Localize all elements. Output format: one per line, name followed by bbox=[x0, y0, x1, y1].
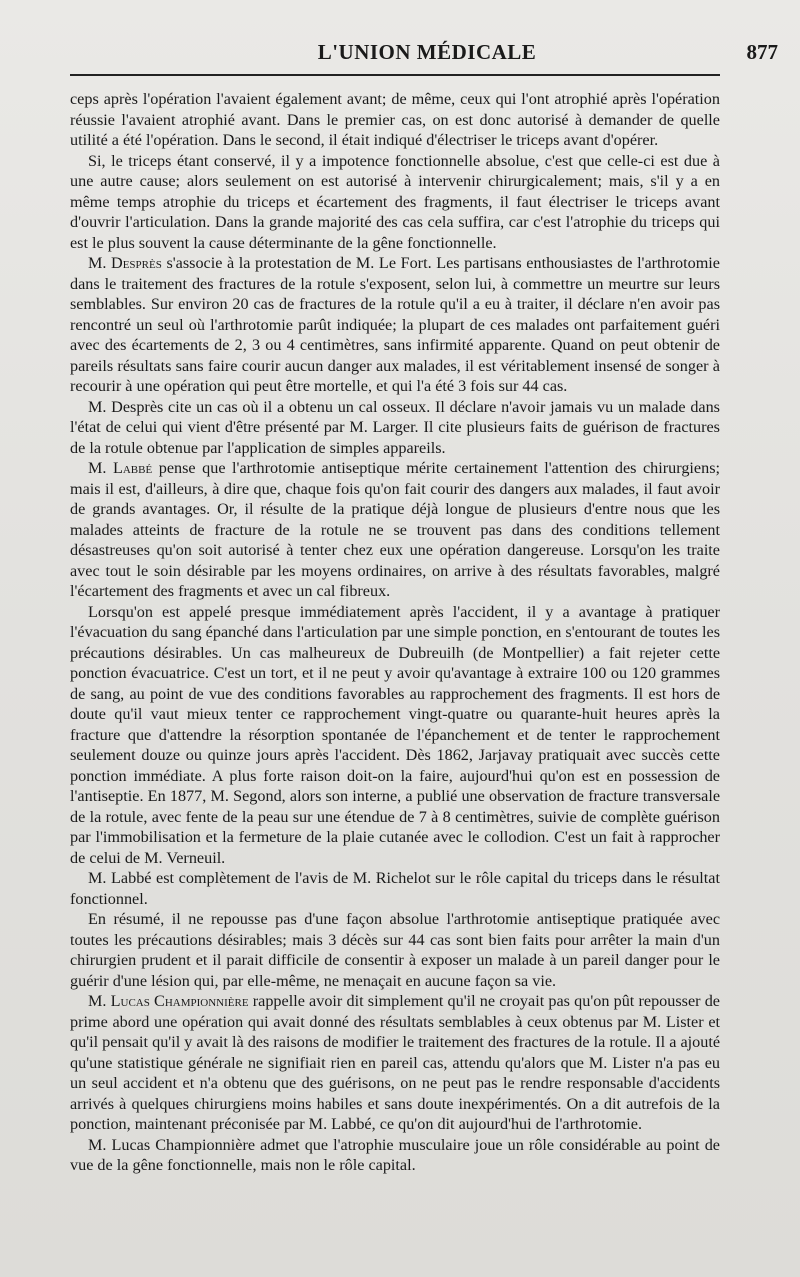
paragraph: Si, le triceps étant conservé, il y a impotence fonctionnelle absolue, c'est que celle-ci est due à une autre cause; alors seulement on est autorisé à intervenir chirurgicalement; mais, s'il y a en même temps atrophie du triceps et écartement des fragments, il faut électriser le triceps avant d'ouvrir l'articulation. Dans la grande majorité des cas cela suffira, car c'est l'atrophie du triceps qui est le plus souvent la cause déterminante de la gêne fonctionnelle. bbox=[70, 151, 720, 252]
speaker-name: M. Desprès bbox=[88, 254, 162, 272]
speaker-name: M. Lucas Championnière bbox=[88, 992, 249, 1010]
article-body bbox=[70, 89, 720, 1176]
paragraph: Lorsqu'on est appelé presque immédiatement après l'accident, il y a avantage à pratiquer l'évacuation du sang épanché dans l'articulation par une simple ponction, en s'entourant de toutes les précautions désirables. Un cas malheureux de Dubreuilh (de Montpellier) a fait rejeter cette ponction évacuatrice. C'est un tort, et il ne peut y avoir qu'avantage à extraire 100 ou 120 grammes de sang, au point de vue des conditions favorables au rapprochement des fragments. Il est hors de doute qu'il vaut mieux tenter ce rapprochement vingt-quatre ou quarante-huit heures après la fracture que d'attendre la résorption spontanée de l'épanchement et de tenter le rapprochement seulement douze ou quinze jours après l'accident. Dès 1862, Jarjavay pratiquait avec succès cette ponction immédiate. A plus forte raison doit-on la faire, aujourd'hui qu'on est en possession de l'antiseptie. En 1877, M. Segond, alors son interne, a publié une observation de fracture transversale de la rotule, avec fente de la peau sur une étendue de 7 à 8 centimètres, suivie de complète guérison par l'immobilisation et la fermeture de la plaie cutanée avec le collodion. C'est un fait à rapprocher de celui de M. Verneuil. bbox=[70, 602, 720, 867]
paragraph: M. Lucas Championnière rappelle avoir dit simplement qu'il ne croyait pas qu'on pût repousser de prime abord une opération qui avait donné des résultats semblables à ceux obtenus par M. Lister et qu'il pensait qu'il y avait là des raisons de modifier le traitement des fractures de la rotule. Il a ajouté qu'une statistique générale ne signifiait rien en pareil cas, attendu qu'alors que M. Lister n'a pas eu un seul accident et n'a obtenu que des guérisons, on ne peut pas le rendre responsable d'accidents arrivés à quelques chirurgiens moins habiles et sans doute inexpérimentés. On a dit autrefois de la ponction, maintenant préconisée par M. Labbé, ce qu'on dit aujourd'hui de l'arthrotomie. bbox=[70, 992, 720, 1133]
paragraph: ceps après l'opération l'avaient également avant; de même, ceux qui l'ont atrophié après l'opération réussie l'avaient atrophié avant. Dans le premier cas, on est donc autorisé à demander de quelle utilité a été l'opération. Dans le second, il était indiqué d'électriser le triceps avant d'opérer. bbox=[70, 90, 720, 149]
paragraph: M. Labbé pense que l'arthrotomie antiseptique mérite certainement l'attention des chirurgiens; mais il est, d'ailleurs, à dire que, chaque fois qu'on fait courir des dangers aux malades, il faut avoir de grands avantages. Or, il résulte de la pratique déjà longue de plusieurs d'entre nous que les malades atteints de fracture de la rotule ne se trouvent pas dans des conditions tellement désastreuses qu'on soit autorisé à tenter chez eux une opération dangereuse. Lorsqu'on les traite avec tout le soin désirable par les moyens ordinaires, on arrive à des résultats favorables, malgré l'écartement des fragments et avec un cal fibreux. bbox=[70, 459, 720, 600]
header-rule bbox=[70, 74, 720, 76]
journal-title: L'UNION MÉDICALE bbox=[317, 40, 537, 64]
paragraph: M. Desprès cite un cas où il a obtenu un cal osseux. Il déclare n'avoir jamais vu un malade dans l'état de celui qui vient d'être présenté par M. Larger. Il cite plusieurs faits de guérison de fractures de la rotule obtenue par l'application de simples appareils. bbox=[70, 397, 720, 457]
page-number: 877 bbox=[746, 40, 778, 64]
running-header bbox=[70, 40, 784, 70]
paragraph: M. Lucas Championnière admet que l'atrophie musculaire joue un rôle considérable au point de vue de la gêne fonctionnelle, mais non le rôle capital. bbox=[70, 1135, 720, 1174]
paragraph: M. Labbé est complètement de l'avis de M. Richelot sur le rôle capital du triceps dans le résultat fonctionnel. bbox=[70, 869, 720, 908]
speaker-name: M. Labbé bbox=[88, 459, 153, 477]
paragraph: En résumé, il ne repousse pas d'une façon absolue l'arthrotomie antiseptique pratiquée avec toutes les précautions désirables; mais 3 décès sur 44 cas sont bien faits pour arrêter la main d'un chirurgien prudent et il parait difficile de consentir à exposer un malade à un pareil danger pour le guérir d'une lésion qui, par elle-même, ne menaçait en aucune façon sa vie. bbox=[70, 910, 720, 990]
paragraph: M. Desprès s'associe à la protestation de M. Le Fort. Les partisans enthousiastes de l'arthrotomie dans le traitement des fractures de la rotule s'exposent, selon lui, à commettre un meurtre sur leurs semblables. Sur environ 20 cas de fractures de la rotule qu'il a eu à traiter, il déclare n'en avoir pas rencontré un seul où l'arthrotomie parût indiquée; la plupart de ces malades ont parfaitement guéri avec des écartements de 2, 3 ou 4 centimètres, sans infirmité apparente. Quand on peut obtenir de pareils résultats sans faire courir aucun danger aux malades, il est véritablement insensé de songer à recourir à une opération qui peut être mortelle, et qui l'a été 3 fois sur 44 cas. bbox=[70, 254, 720, 395]
